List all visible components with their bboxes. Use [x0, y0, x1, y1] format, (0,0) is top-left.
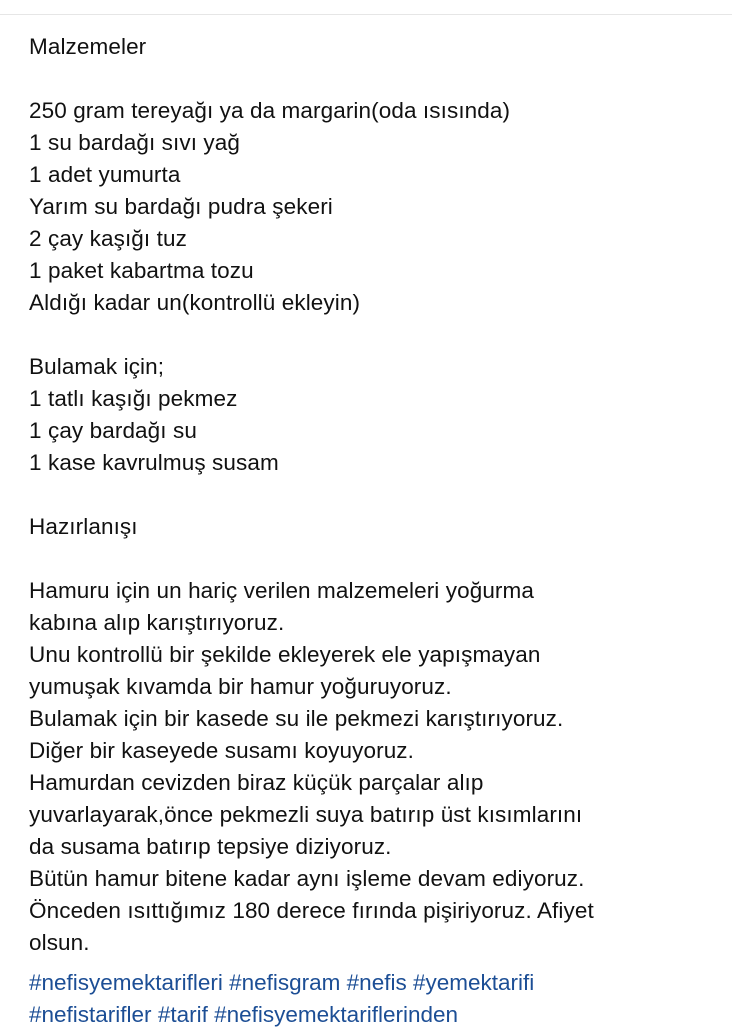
coating-line: 1 kase kavrulmuş susam: [29, 450, 279, 475]
hashtag-link[interactable]: #nefistarifler: [29, 1002, 152, 1027]
coating-heading: Bulamak için;: [29, 354, 165, 379]
hashtag-link[interactable]: #nefisgram: [229, 970, 341, 995]
ingredients-heading: Malzemeler: [29, 34, 147, 59]
ingredient-line: Aldığı kadar un(kontrollü ekleyin): [29, 290, 361, 315]
ingredient-line: Yarım su bardağı pudra şekeri: [29, 194, 333, 219]
preparation-line: Hamuru için un hariç verilen malzemeleri yoğurma: [29, 578, 534, 603]
hashtag-row: [29, 999, 729, 1031]
ingredient-line: 250 gram tereyağı ya da margarin(oda ısısında): [29, 98, 511, 123]
coating-line: 1 çay bardağı su: [29, 418, 197, 443]
ingredient-line: 1 paket kabartma tozu: [29, 258, 254, 283]
spacer: [29, 319, 719, 351]
coating-line: 1 tatlı kaşığı pekmez: [29, 386, 238, 411]
hashtags: [29, 967, 729, 1031]
spacer: [29, 479, 719, 511]
spacer: [29, 63, 719, 95]
hashtag-link[interactable]: #nefisyemektariflerinden: [214, 1002, 458, 1027]
preparation-line: Hamurdan cevizden biraz küçük parçalar alıp: [29, 770, 484, 795]
ingredient-line: 1 su bardağı sıvı yağ: [29, 130, 240, 155]
hashtag-row: [29, 967, 729, 999]
preparation-line: olsun.: [29, 930, 90, 955]
preparation-line: Bulamak için bir kasede su ile pekmezi karıştırıyoruz.: [29, 706, 564, 731]
hashtag-link[interactable]: #tarif: [157, 1002, 208, 1027]
preparation-line: yumuşak kıvamda bir hamur yoğuruyoruz.: [29, 674, 452, 699]
preparation-line: kabına alıp karıştırıyoruz.: [29, 610, 285, 635]
preparation-line: Bütün hamur bitene kadar aynı işleme devam ediyoruz.: [29, 866, 585, 891]
preparation-heading: Hazırlanışı: [29, 514, 138, 539]
preparation-line: Diğer bir kaseyede susamı koyuyoruz.: [29, 738, 415, 763]
preparation-line: da susama batırıp tepsiye diziyoruz.: [29, 834, 392, 859]
spacer: [29, 543, 719, 575]
ingredient-line: 1 adet yumurta: [29, 162, 181, 187]
hashtag-link[interactable]: #yemektarifi: [412, 970, 535, 995]
ingredient-line: 2 çay kaşığı tuz: [29, 226, 187, 251]
preparation-line: Unu kontrollü bir şekilde ekleyerek ele yapışmayan: [29, 642, 541, 667]
hashtag-link[interactable]: #nefisyemektarifleri: [29, 970, 223, 995]
top-divider: [0, 14, 732, 15]
post-caption: [29, 31, 719, 959]
hashtag-link[interactable]: #nefis: [346, 970, 407, 995]
preparation-line: Önceden ısıttığımız 180 derece fırında pişiriyoruz. Afiyet: [29, 898, 594, 923]
preparation-line: yuvarlayarak,önce pekmezli suya batırıp üst kısımlarını: [29, 802, 583, 827]
